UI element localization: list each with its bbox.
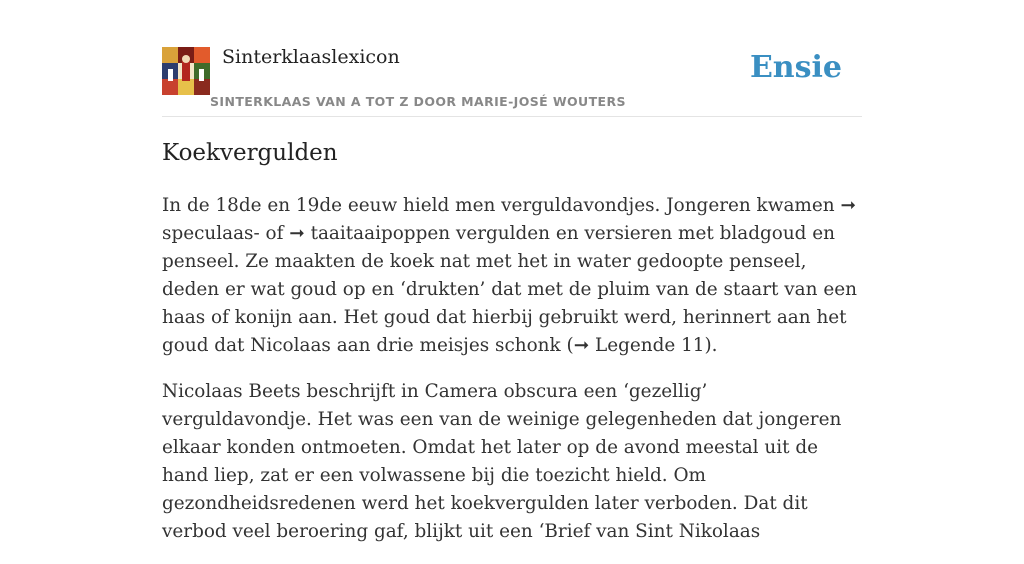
arrow-right-icon[interactable]: ➞	[573, 335, 590, 356]
paragraph-text: ).	[704, 335, 718, 356]
paragraph: Nicolaas Beets beschrijft in Camera obscura een ‘gezellig’ verguldavondje. Het was een van de weinige gelegenheden dat jongeren elkaar konden ontmoeten. Omdat het later op de avond meestal uit de hand liep, zat er een volwassene bij die toezicht hield. Om gezondheidsredenen werd het koekvergulden later verboden. Dat dit verbod veel beroering gaf, blijkt uit een ‘Brief van Sint Nikolaas	[162, 381, 842, 542]
site-subtitle: SINTERKLAAS VAN A TOT Z DOOR MARIE-JOSÉ WOUTERS	[210, 94, 626, 109]
paragraph	[162, 192, 862, 360]
page	[162, 0, 862, 542]
entry-body	[162, 192, 862, 564]
paragraph-text: In de 18de en 19de eeuw hield men verguldavondjes. Jongeren kwamen	[162, 195, 841, 216]
paragraph-text: taaitaaipoppen vergulden en versieren met bladgoud en penseel. Ze maakten de koek nat met het in water gedoopte penseel, deden er wat goud op en ‘drukten’ dat met de pluim van de staart van een haas of konijn aan. Het goud dat hierbij gebruikt werd, herinnert aan het goud dat Nicolaas aan drie meisjes schonk (	[162, 223, 857, 356]
book-cover-thumbnail-icon[interactable]	[162, 47, 210, 95]
brand-logo[interactable]: Ensie	[749, 50, 842, 85]
arrow-right-icon[interactable]: ➞	[289, 223, 305, 244]
paragraph-text: speculaas- of	[162, 223, 290, 244]
site-title[interactable]: Sinterklaaslexicon	[222, 46, 400, 68]
entry-title: Koekvergulden	[162, 140, 338, 166]
site-header	[162, 0, 862, 117]
arrow-right-icon[interactable]: ➞	[840, 195, 856, 216]
cross-reference-link[interactable]: Legende 11	[594, 335, 705, 356]
